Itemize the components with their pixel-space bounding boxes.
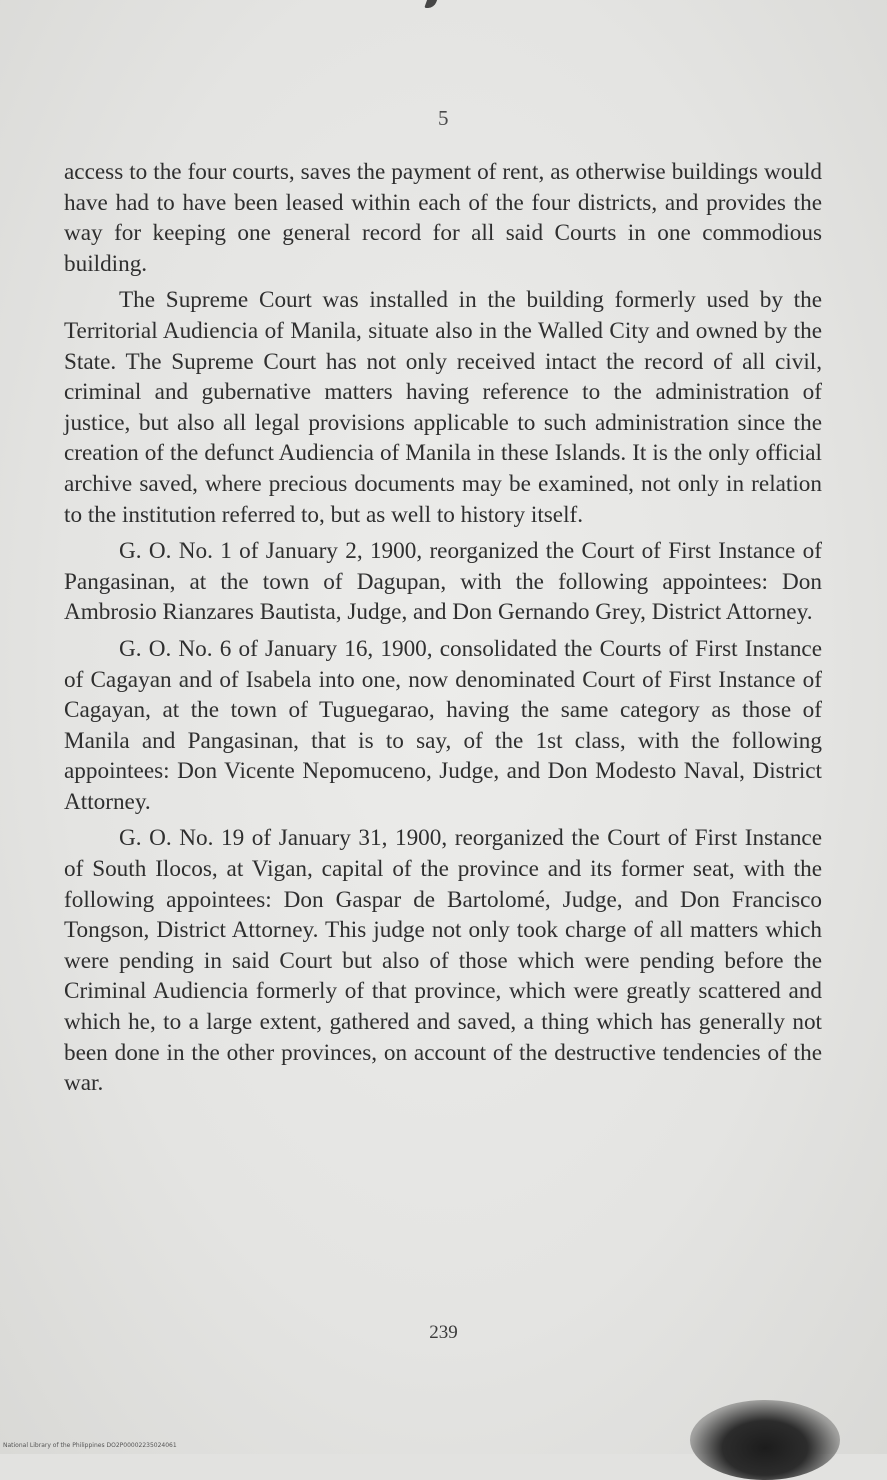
ink-mark: [424, 0, 438, 8]
thumb-shadow: [690, 1400, 840, 1480]
footer-credit: National Library of the Philippines DO2P00002235024061: [3, 1442, 177, 1449]
paragraph-continuation: access to the four courts, saves the payment of rent, as otherwise buildings would have had to have been leased within each of the four districts, and provides the way for keeping one general record for all said Courts in one commodious building.: [64, 159, 822, 277]
paragraph-go-1: G. O. No. 1 of January 2, 1900, reorganized the Court of First Instance of Pangasinan, at the town of Dagupan, with the following appointees: Don Ambrosio Rianzares Bautista, Judge, and Don Gernando Grey, District Attorney.: [64, 538, 822, 626]
paragraph-go-19: G. O. No. 19 of January 31, 1900, reorganized the Court of First Instance of South Ilocos, at Vigan, capital of the province and its former seat, with the following appointees: Don Gaspar de Bartolomé, Judge, and Don Francisco Tongson, District Attorney. This judge not only took charge of all matters which were pending in said Court but also of those which were pending before the Criminal Audiencia formerly of that province, which were greatly scattered and which he, to a large extent, gathered and saved, a thing which has generally not been done in the other provinces, on account of the destructive tendencies of the war.: [64, 825, 822, 1097]
page-number: 5: [438, 106, 449, 130]
body-text: [64, 157, 822, 1099]
folio-number: 239: [429, 1322, 458, 1343]
paragraph-supreme-court: The Supreme Court was installed in the building formerly used by the Territorial Audiencia of Manila, situate also in the Walled City and owned by the State. The Supreme Court has not only received intact the record of all civil, criminal and gubernative matters having reference to the administration of justice, but also all legal provisions applicable to such administration since the creation of the defunct Audiencia of Manila in these Islands. It is the only official archive saved, where precious documents may be examined, not only in relation to the institution referred to, but as well to history itself.: [64, 287, 822, 528]
paragraph-go-6: G. O. No. 6 of January 16, 1900, consolidated the Courts of First Instance of Cagayan and of Isabela into one, now denominated Court of First Instance of Cagayan, at the town of Tuguegarao, having the same category as those of Manila and Pangasinan, that is to say, of the 1st class, with the following appointees: Don Vicente Nepomuceno, Judge, and Don Modesto Naval, District Attorney.: [64, 635, 822, 815]
